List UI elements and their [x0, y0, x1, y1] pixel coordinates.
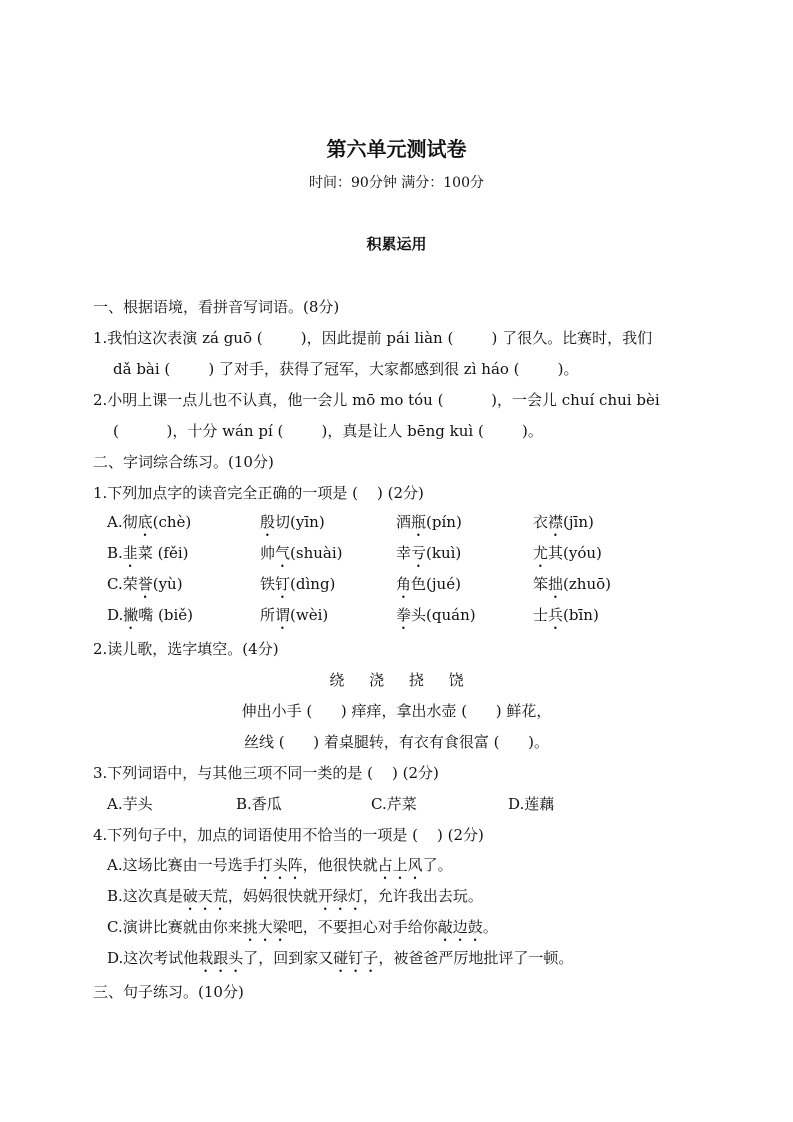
s4-option-c: C.演讲比赛就由你来挑大梁吧，不要担心对手给你敲边鼓。	[107, 918, 498, 936]
page-title: 第六单元测试卷	[326, 137, 467, 161]
option-a-3: 酒瓶(pín)	[396, 513, 462, 531]
q1-line-2: dǎ bài ( ) 了对手，获得了冠军，大家都感到很 zì háo ( )。	[113, 360, 579, 378]
s4-option-b: B.这次真是破天荒，妈妈很快就开绿灯，允许我出去玩。	[107, 887, 483, 905]
s3-option-d: D.莲藕	[508, 795, 555, 813]
option-d-3: 拳头(quán)	[396, 606, 476, 624]
option-a-4: 衣襟(jīn)	[533, 513, 594, 531]
option-a-2: 殷切(yīn)	[260, 513, 325, 531]
option-b-1: B.韭菜 (fěi)	[107, 544, 189, 562]
option-c-2: 铁钉(dìng)	[260, 575, 336, 593]
exam-meta: 时间：90分钟 满分：100分	[309, 175, 484, 191]
option-a-1: A.彻底(chè)	[107, 513, 192, 531]
q2-sub-4: 4.下列句子中，加点的词语使用不恰当的一项是 ( ) (2分)	[93, 826, 484, 844]
option-d-1: D.撇嘴 (biě)	[107, 606, 194, 624]
s3-option-b: B.香瓜	[236, 795, 282, 813]
option-b-3: 幸亏(kuì)	[396, 544, 462, 562]
q2-heading: 二、字词综合练习。(10分)	[93, 453, 274, 471]
option-d-2: 所谓(wèi)	[260, 606, 329, 624]
q3-heading: 三、句子练习。(10分)	[93, 983, 244, 1001]
option-b-4: 尤其(yóu)	[533, 544, 602, 562]
poem-line-2: 丝线 ( ) 着桌腿转，有衣有食很富 ( )。	[244, 733, 549, 751]
option-c-1: C.荣誉(yù)	[107, 575, 183, 593]
s4-option-d: D.这次考试他栽跟头了，回到家又碰钉子，被爸爸严厉地批评了一顿。	[107, 949, 574, 967]
option-c-3: 角色(jué)	[396, 575, 461, 593]
q1-line-4: ( )，十分 wán pí ( )，真是让人 bēng kuì ( )。	[113, 422, 543, 440]
poem-line-1: 伸出小手 ( ) 痒痒，拿出水壶 ( ) 鲜花，	[241, 702, 552, 720]
s4-option-a: A.这场比赛由一号选手打头阵，他很快就占上风了。	[107, 856, 453, 874]
q2-sub-3: 3.下列词语中，与其他三项不同一类的是 ( ) (2分)	[93, 764, 439, 782]
q1-line-1: 1.我怕这次表演 zá guō ( )，因此提前 pái liàn ( ) 了很久。比赛时，我们	[93, 329, 653, 347]
q2-sub-2: 2.读儿歌，选字填空。(4分)	[93, 640, 279, 658]
s3-option-c: C.芹菜	[371, 795, 417, 813]
option-d-4: 士兵(bīn)	[533, 606, 599, 624]
q1-heading: 一、根据语境，看拼音写词语。(8分)	[93, 298, 340, 316]
option-c-4: 笨拙(zhuō)	[533, 575, 611, 593]
q1-line-3: 2.小明上课一点儿也不认真，他一会儿 mō mo tóu ( )，一会儿 chuí chui bèi	[93, 391, 660, 409]
option-b-2: 帅气(shuài)	[260, 544, 343, 562]
q2-sub-1: 1.下列加点字的读音完全正确的一项是 ( ) (2分)	[93, 484, 424, 502]
s3-option-a: A.芋头	[107, 795, 153, 813]
choice-characters: 绕 浇 挠 饶	[329, 671, 464, 689]
section-title: 积累运用	[366, 235, 427, 253]
